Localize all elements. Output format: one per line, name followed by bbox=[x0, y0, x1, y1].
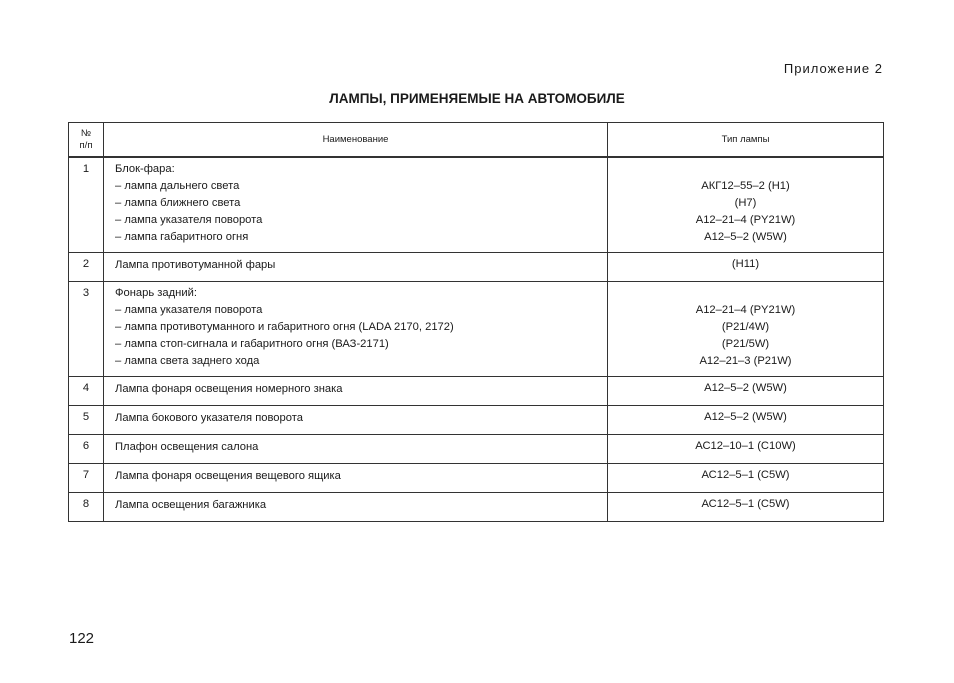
row-number: 8 bbox=[69, 493, 104, 522]
lamp-type-line: А12–5–2 (W5W) bbox=[704, 382, 787, 394]
row-number: 3 bbox=[69, 282, 104, 377]
header-name: Наименование bbox=[104, 123, 608, 158]
header-type: Тип лампы bbox=[608, 123, 884, 158]
header-number-abbr: п/п bbox=[79, 139, 93, 151]
row-name bbox=[104, 282, 608, 377]
row-name bbox=[104, 464, 608, 493]
name-line: Плафон освещения салона bbox=[115, 441, 259, 453]
name-line: Лампа фонаря освещения вещевого ящика bbox=[115, 470, 341, 482]
row-lamp-type bbox=[608, 377, 884, 406]
lamp-type-line: АС12–10–1 (С10W) bbox=[695, 440, 796, 452]
name-line: Блок-фара: bbox=[115, 163, 175, 175]
lamp-type-line: А12–5–2 (W5W) bbox=[704, 411, 787, 423]
row-number: 6 bbox=[69, 435, 104, 464]
lamp-type-line: (H11) bbox=[731, 258, 760, 270]
lamp-type-line: А12–21–4 (PY21W) bbox=[695, 214, 796, 226]
row-lamp-type bbox=[608, 435, 884, 464]
name-line: Лампа фонаря освещения номерного знака bbox=[115, 383, 343, 395]
row-lamp-type bbox=[608, 406, 884, 435]
page-number: 122 bbox=[69, 630, 95, 647]
name-line: – лампа указателя поворота bbox=[115, 214, 263, 226]
row-name bbox=[104, 253, 608, 282]
row-name bbox=[104, 406, 608, 435]
lamp-type-line bbox=[608, 161, 883, 178]
row-number: 7 bbox=[69, 464, 104, 493]
table-row bbox=[69, 253, 884, 282]
table-row bbox=[69, 406, 884, 435]
lamp-type-line bbox=[608, 285, 883, 302]
table-row bbox=[69, 435, 884, 464]
name-line: – лампа габаритного огня bbox=[115, 231, 249, 243]
table-row bbox=[69, 282, 884, 377]
row-number: 2 bbox=[69, 253, 104, 282]
row-number: 5 bbox=[69, 406, 104, 435]
lamp-type-line: (H7) bbox=[734, 197, 757, 209]
header-number bbox=[69, 123, 104, 158]
row-lamp-type bbox=[608, 493, 884, 522]
lamp-type-line: А12–5–2 (W5W) bbox=[704, 231, 787, 243]
name-line: – лампа противотуманного и габаритного огня (LADA 2170, 2172) bbox=[115, 321, 454, 333]
header-number-sign: № bbox=[80, 127, 92, 139]
name-line: – лампа стоп-сигнала и габаритного огня (ВАЗ-2171) bbox=[115, 338, 389, 350]
lamp-type-line: АКГ12–55–2 (Н1) bbox=[701, 180, 790, 192]
name-line: Лампа противотуманной фары bbox=[115, 259, 276, 271]
table-header-row bbox=[69, 123, 884, 158]
lamps-table bbox=[68, 122, 884, 522]
name-line: Лампа освещения багажника bbox=[115, 499, 267, 511]
lamp-type-line: А12–21–4 (PY21W) bbox=[695, 304, 796, 316]
row-number: 1 bbox=[69, 157, 104, 253]
lamp-type-line: (P21/5W) bbox=[721, 338, 770, 350]
name-line: Лампа бокового указателя поворота bbox=[115, 412, 303, 424]
lamp-type-line: АС12–5–1 (С5W) bbox=[701, 498, 790, 510]
lamp-type-line: А12–21–3 (P21W) bbox=[699, 355, 792, 367]
name-line: – лампа дальнего света bbox=[115, 180, 240, 192]
row-number: 4 bbox=[69, 377, 104, 406]
name-line: – лампа ближнего света bbox=[115, 197, 241, 209]
table-row bbox=[69, 464, 884, 493]
row-name bbox=[104, 435, 608, 464]
lamp-type-line: (P21/4W) bbox=[721, 321, 770, 333]
table-row bbox=[69, 157, 884, 253]
row-lamp-type bbox=[608, 282, 884, 377]
row-lamp-type bbox=[608, 157, 884, 253]
row-name bbox=[104, 377, 608, 406]
row-lamp-type bbox=[608, 464, 884, 493]
page-title: ЛАМПЫ, ПРИМЕНЯЕМЫЕ НА АВТОМОБИЛЕ bbox=[329, 91, 625, 106]
name-line: Фонарь задний: bbox=[115, 287, 197, 299]
lamp-type-line: АС12–5–1 (С5W) bbox=[701, 469, 790, 481]
name-line: – лампа указателя поворота bbox=[115, 304, 263, 316]
appendix-label: Приложение 2 bbox=[783, 61, 883, 76]
table-row bbox=[69, 377, 884, 406]
row-name bbox=[104, 157, 608, 253]
table-row bbox=[69, 493, 884, 522]
name-line: – лампа света заднего хода bbox=[115, 355, 260, 367]
row-name bbox=[104, 493, 608, 522]
row-lamp-type bbox=[608, 253, 884, 282]
